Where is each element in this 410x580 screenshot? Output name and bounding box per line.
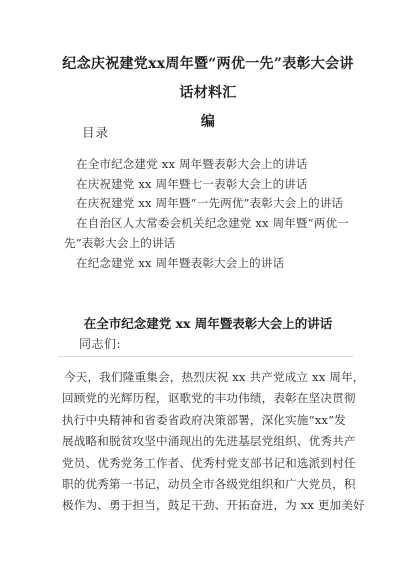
- toc-item[interactable]: 在自治区人大常委会机关纪念建党 xx 周年暨“两优一: [76, 216, 349, 231]
- body-line: 职的优秀第一书记，动员全市各级党组织和广大党员，积: [62, 477, 356, 492]
- document-title-line-1: 纪念庆祝建党xx周年暨“两优一先”表彰大会讲话材料汇: [62, 56, 354, 101]
- document-title-line-2: 编: [200, 114, 216, 130]
- speech-salutation: 同志们:: [79, 337, 122, 351]
- body-line: 今天，我们隆重集会，热烈庆祝 xx 共产党成立 xx 周年，: [64, 370, 365, 384]
- toc-item[interactable]: 在全市纪念建党 xx 周年暨表彰大会上的讲话: [76, 157, 308, 171]
- toc-item-continuation[interactable]: 先”表彰大会上的讲话: [64, 235, 176, 250]
- toc-item[interactable]: 在庆祝建党 xx 周年暨“一先两优”表彰大会上的讲话: [76, 196, 344, 211]
- divider: [58, 356, 354, 357]
- toc-item[interactable]: 在纪念建党 xx 周年暨表彰大会上的讲话: [76, 255, 285, 270]
- body-line: 党员、优秀党务工作者、优秀村党支部书记和选派到村任: [62, 455, 356, 470]
- table-of-contents: [64, 155, 356, 273]
- toc-heading: 目录: [82, 125, 110, 140]
- body-line: 极作为、勇于担当，鼓足干劲、开拓奋进，为 xx 更加美好: [62, 498, 365, 513]
- toc-item[interactable]: 在庆祝建党 xx 周年暨七一表彰大会上的讲话: [76, 176, 308, 191]
- speech-body: [62, 367, 365, 517]
- body-line: 执行中央精神和省委省政府决策部署，深化实施“xx”发: [62, 412, 346, 427]
- speech-title: 在全市纪念建党 xx 周年暨表彰大会上的讲话: [83, 316, 333, 331]
- body-line: 展战略和脱贫攻坚中涌现出的先进基层党组织、优秀共产: [62, 434, 356, 449]
- body-line: 回顾党的光辉历程，讴歌党的丰功伟绩，表彰在坚决贯彻: [62, 391, 356, 406]
